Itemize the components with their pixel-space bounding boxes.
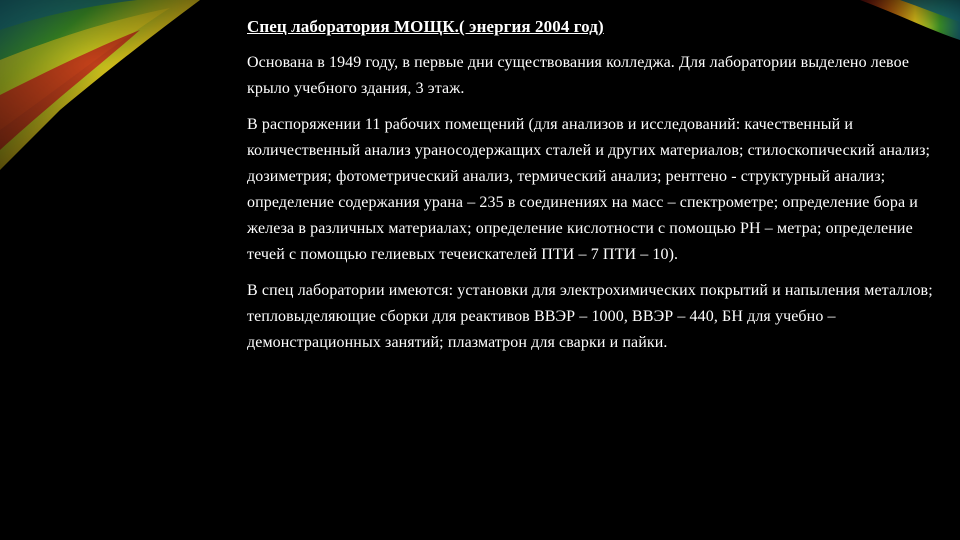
paragraph-rooms: В распоряжении 11 рабочих помещений (для анализов и исследований: качественный и количественный анализ ураносодержащих сталей и других материалов; стилоскопический анализ; дозиметрия; фотометрический анализ, термический анализ; рентгено - структурный анализ; определение содержания урана – 235 в соединениях на масс – спектрометре; определение бора и железа в различных материалах; определение кислотности с помощью PH – метра; определение течей с помощью гелиевых течеискателей ПТИ – 7 ПТИ – 10).: [247, 116, 931, 263]
slide-content: [247, 14, 937, 366]
paragraph-equipment: В спец лаборатории имеются: установки для электрохимических покрытий и напыления металлов; тепловыделяющие сборки для реактивов ВВЭР – 1000, ВВЭР – 440, БН для учебно – демонстрационных занятий; плазматрон для сварки и пайки.: [247, 282, 933, 351]
paragraph-founding: Основана в 1949 году, в первые дни существования колледжа. Для лаборатории выделено левое крыло учебного здания, 3 этаж.: [247, 54, 910, 97]
slide-title: Спец лаборатория МОЩК.( энергия 2004 год): [247, 17, 604, 36]
